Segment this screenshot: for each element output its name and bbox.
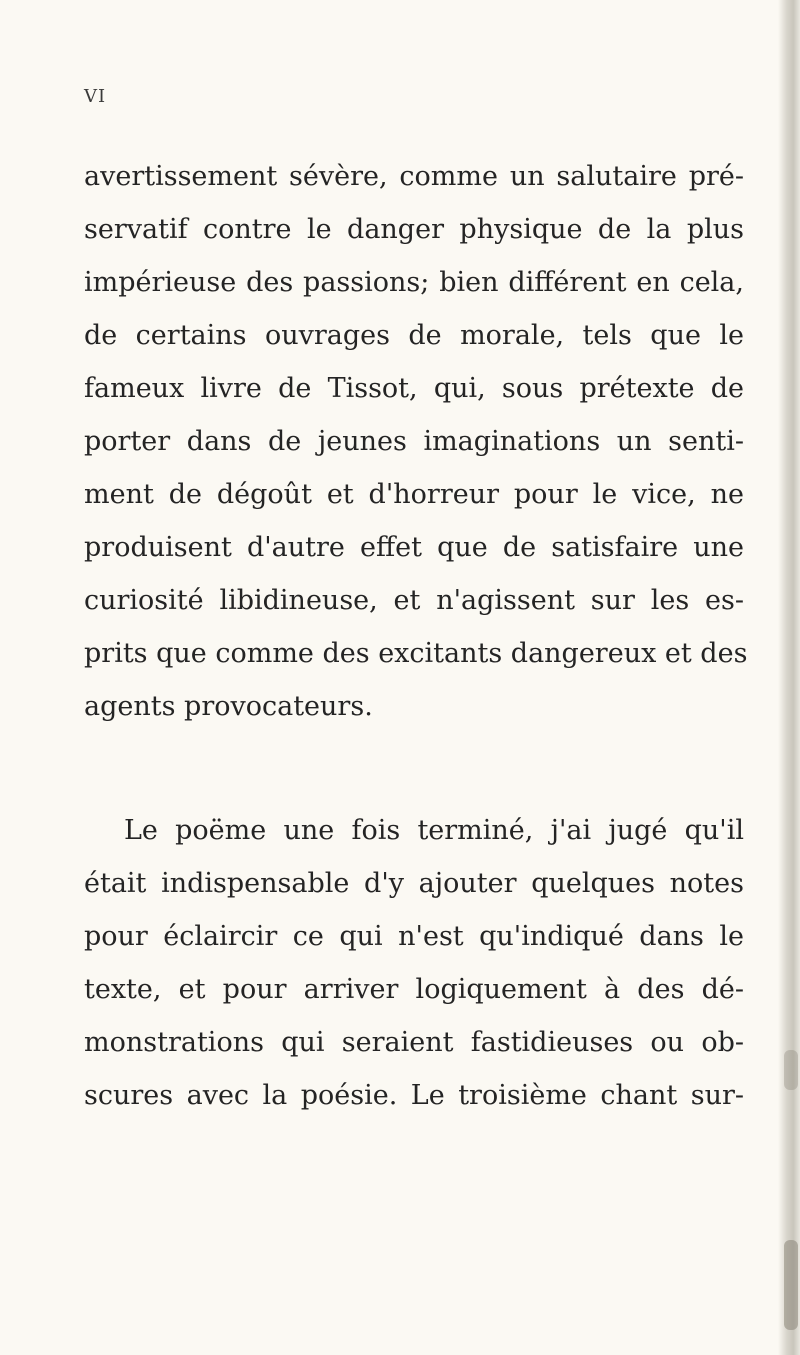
text-line: porter dans de jeunes imaginations un senti-	[84, 426, 744, 457]
paragraph-2	[84, 804, 744, 1122]
scan-blemish	[784, 1240, 798, 1330]
text-line: pour éclaircir ce qui n'est qu'indiqué dans le	[84, 921, 744, 952]
text-line: impérieuse des passions; bien différent en cela,	[84, 267, 744, 298]
text-line: agents provocateurs.	[84, 691, 373, 722]
paragraph-1	[84, 150, 748, 733]
text-line: prits que comme des excitants dangereux et des	[84, 638, 748, 669]
text-line: avertissement sévère, comme un salutaire pré-	[84, 161, 744, 192]
text-line: fameux livre de Tissot, qui, sous prétexte de	[84, 373, 744, 404]
text-line: texte, et pour arriver logiquement à des dé-	[84, 974, 744, 1005]
page-edge-shadow	[778, 0, 800, 1355]
text-line: curiosité libidineuse, et n'agissent sur les es-	[84, 585, 744, 616]
text-line: était indispensable d'y ajouter quelques notes	[84, 868, 744, 899]
text-line: produisent d'autre effet que de satisfaire une	[84, 532, 744, 563]
text-line: scures avec la poésie. Le troisième chant sur-	[84, 1080, 744, 1111]
page-number: VI	[84, 86, 107, 107]
text-line: servatif contre le danger physique de la plus	[84, 214, 744, 245]
text-line: monstrations qui seraient fastidieuses ou ob-	[84, 1027, 744, 1058]
text-line: Le poëme une fois terminé, j'ai jugé qu'il	[124, 815, 744, 846]
scan-blemish	[784, 1050, 798, 1090]
text-line: de certains ouvrages de morale, tels que le	[84, 320, 744, 351]
text-line: ment de dégoût et d'horreur pour le vice, ne	[84, 479, 744, 510]
